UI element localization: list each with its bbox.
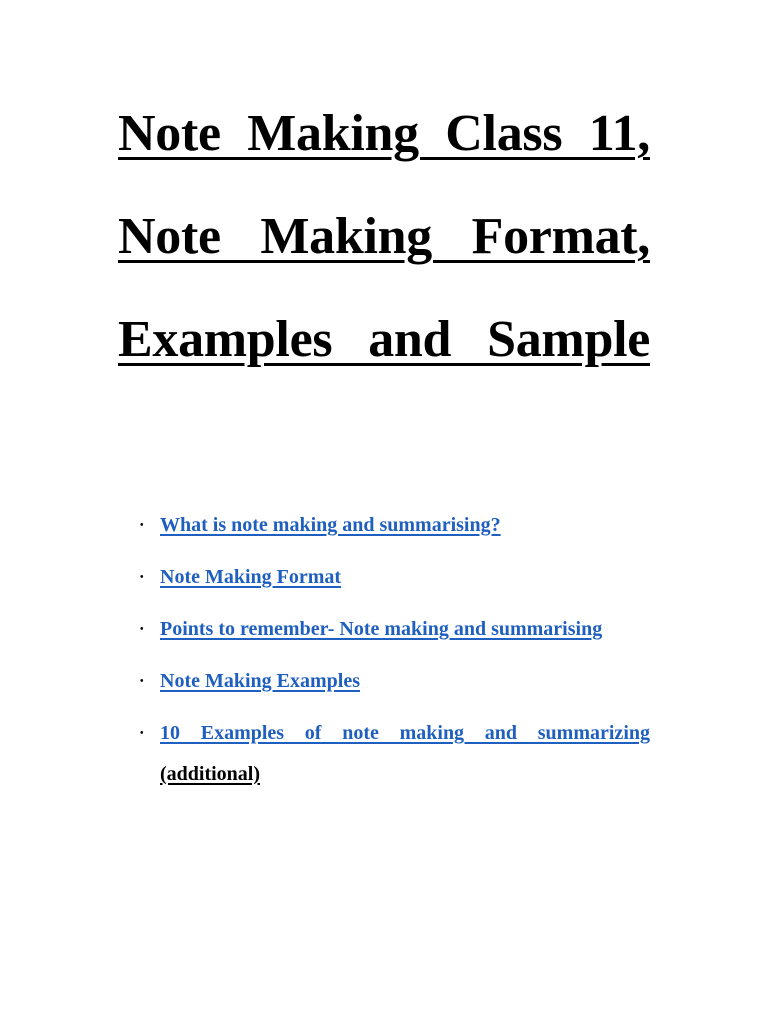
toc-link-points-to-remember[interactable]: Points to remember- Note making and summarising: [160, 618, 603, 640]
bullet-dot-icon: •: [140, 572, 144, 583]
toc-link-what-is-note-making[interactable]: What is note making and summarising?: [160, 514, 501, 536]
list-item: [130, 661, 650, 702]
bullet-dot-icon: •: [140, 728, 144, 739]
list-item: [130, 713, 650, 795]
list-item: [130, 505, 650, 546]
title-line-1: Note Making Class 11,: [118, 105, 650, 162]
title-line-3: Examples and Sample: [118, 311, 650, 368]
additional-note: (additional): [160, 763, 261, 785]
bullet-dot-icon: •: [140, 676, 144, 687]
toc-link-note-making-format[interactable]: Note Making Format: [160, 566, 342, 588]
table-of-contents: [130, 505, 650, 806]
list-item: [130, 557, 650, 598]
bullet-dot-icon: •: [140, 624, 144, 635]
list-item: [130, 609, 650, 650]
page-title: [118, 82, 650, 391]
toc-link-note-making-examples[interactable]: Note Making Examples: [160, 670, 360, 692]
toc-link-10-examples[interactable]: 10 Examples of note making and summarizing: [160, 722, 650, 744]
title-line-2: Note Making Format,: [118, 208, 650, 265]
bullet-dot-icon: •: [140, 520, 144, 531]
